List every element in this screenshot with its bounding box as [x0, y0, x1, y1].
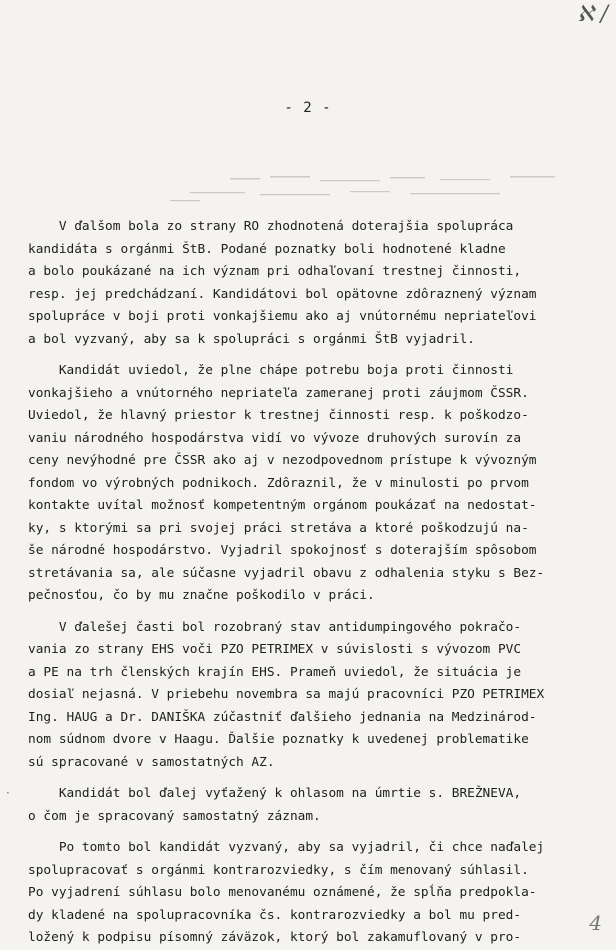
text-line: ky, s ktorými sa pri svojej práci stretáva a ktoré poškodzujú na- [28, 520, 529, 536]
paragraph-gap [28, 351, 588, 360]
text-line: Po vyjadrení súhlasu bolo menovanému oznámené, že spĺňa predpokla- [28, 885, 537, 900]
text-line: pečnosťou, čo by mu značne poškodilo v práci. [28, 588, 375, 603]
paragraph [28, 837, 588, 950]
text-line: spolupracovať s orgánmi kontrarozviedky, s čím menovaný súhlasil. [28, 862, 529, 878]
text-line: V ďalešej časti bol rozobraný stav antidumpingového pokračo- [28, 619, 522, 635]
text-line: kontakte uvítal možnosť kompetentným orgánom poukázať na nedostat- [28, 498, 537, 513]
paragraph [28, 216, 588, 351]
text-line: nom súdnom dvore v Haagu. Ďalšie poznatky k uvedenej problematike [28, 732, 529, 747]
text-line: sú spracované v samostatných AZ. [28, 754, 275, 770]
text-line: spolupráce v boji proti vonkajšiemu ako aj vnútornému nepriateľovi [28, 309, 537, 324]
paragraph-gap [28, 608, 588, 617]
text-line: še národné hospodárstvo. Vyjadril spokojnosť s doterajším spôsobom [28, 543, 537, 558]
text-line: a PE na trh členských krajín EHS. Prameň uviedol, že situácia je [28, 664, 522, 680]
text-line: dosiaľ nejasná. V priebehu novembra sa majú pracovníci PZO PETRIMEX [28, 687, 545, 702]
text-line: Uviedol, že hlavný priestor k trestnej činnosti resp. k poškodzo- [28, 408, 529, 423]
paragraph [28, 783, 588, 828]
text-line: stretávania sa, ale súčasne vyjadril obavu z odhalenia styku s Bez- [28, 565, 545, 581]
faded-redaction-smudge [170, 170, 590, 210]
text-line: vania zo strany EHS voči PZO PETRIMEX v súvislosti s vývozom PVC [28, 642, 522, 657]
page-number: - 2 - [284, 100, 332, 116]
text-line: Kandidát uviedol, že plne chápe potrebu boja proti činnosti [28, 363, 514, 378]
handwritten-page-mark: 4 [589, 911, 602, 935]
text-line: a bolo poukázané na ich význam pri odhaľovaní trestnej činnosti, [28, 264, 522, 279]
text-line: a bol vyzvaný, aby sa k spolupráci s orgánmi ŠtB vyjadril. [28, 331, 475, 347]
paragraph [28, 360, 588, 608]
text-line: V ďalšom bola zo strany RO zhodnotená doterajšia spolupráca [28, 219, 514, 234]
text-line: vaniu národného hospodárstva vidí vo vývoze druhových surovín za [28, 430, 522, 446]
document-body [28, 216, 588, 950]
text-line: vonkajšieho a vnútorného nepriateľa zameranej proti záujmom ČSSR. [28, 385, 529, 401]
text-line: ceny nevýhodné pre ČSSR ako aj v nezodpovednom prístupe k vývozným [28, 453, 537, 468]
text-line: resp. jej predchádzaní. Kandidátovi bol opätovne zdôraznený význam [28, 286, 537, 302]
text-line: o čom je spracovaný samostatný záznam. [28, 808, 321, 824]
text-line: Kandidát bol ďalej vyťažený k ohlasom na úmrtie s. BREŽNEVA, [28, 786, 522, 801]
corner-handwritten-mark: ℵ / [577, 2, 608, 27]
paragraph [28, 617, 588, 775]
text-line: Ing. HAUG a Dr. DANIŠKA zúčastniť ďalšieho jednania na Medzinárod- [28, 709, 537, 725]
text-line: Po tomto bol kandidát vyzvaný, aby sa vyjadril, či chce naďalej [28, 840, 545, 855]
text-line: fondom vo výrobných podnikoch. Zdôraznil, že v minulosti po prvom [28, 475, 529, 491]
paragraph-gap [28, 774, 588, 783]
text-line: kandidáta s orgánmi ŠtB. Podané poznatky boli hodnotené kladne [28, 241, 506, 257]
text-line: dy kladené na spolupracovníka čs. kontrarozviedky a bol mu pred- [28, 907, 522, 923]
text-line: ložený k podpisu písomný záväzok, ktorý bol zakamuflovaný v pro- [28, 930, 522, 945]
paragraph-gap [28, 828, 588, 837]
left-margin-mark: · [6, 786, 10, 800]
